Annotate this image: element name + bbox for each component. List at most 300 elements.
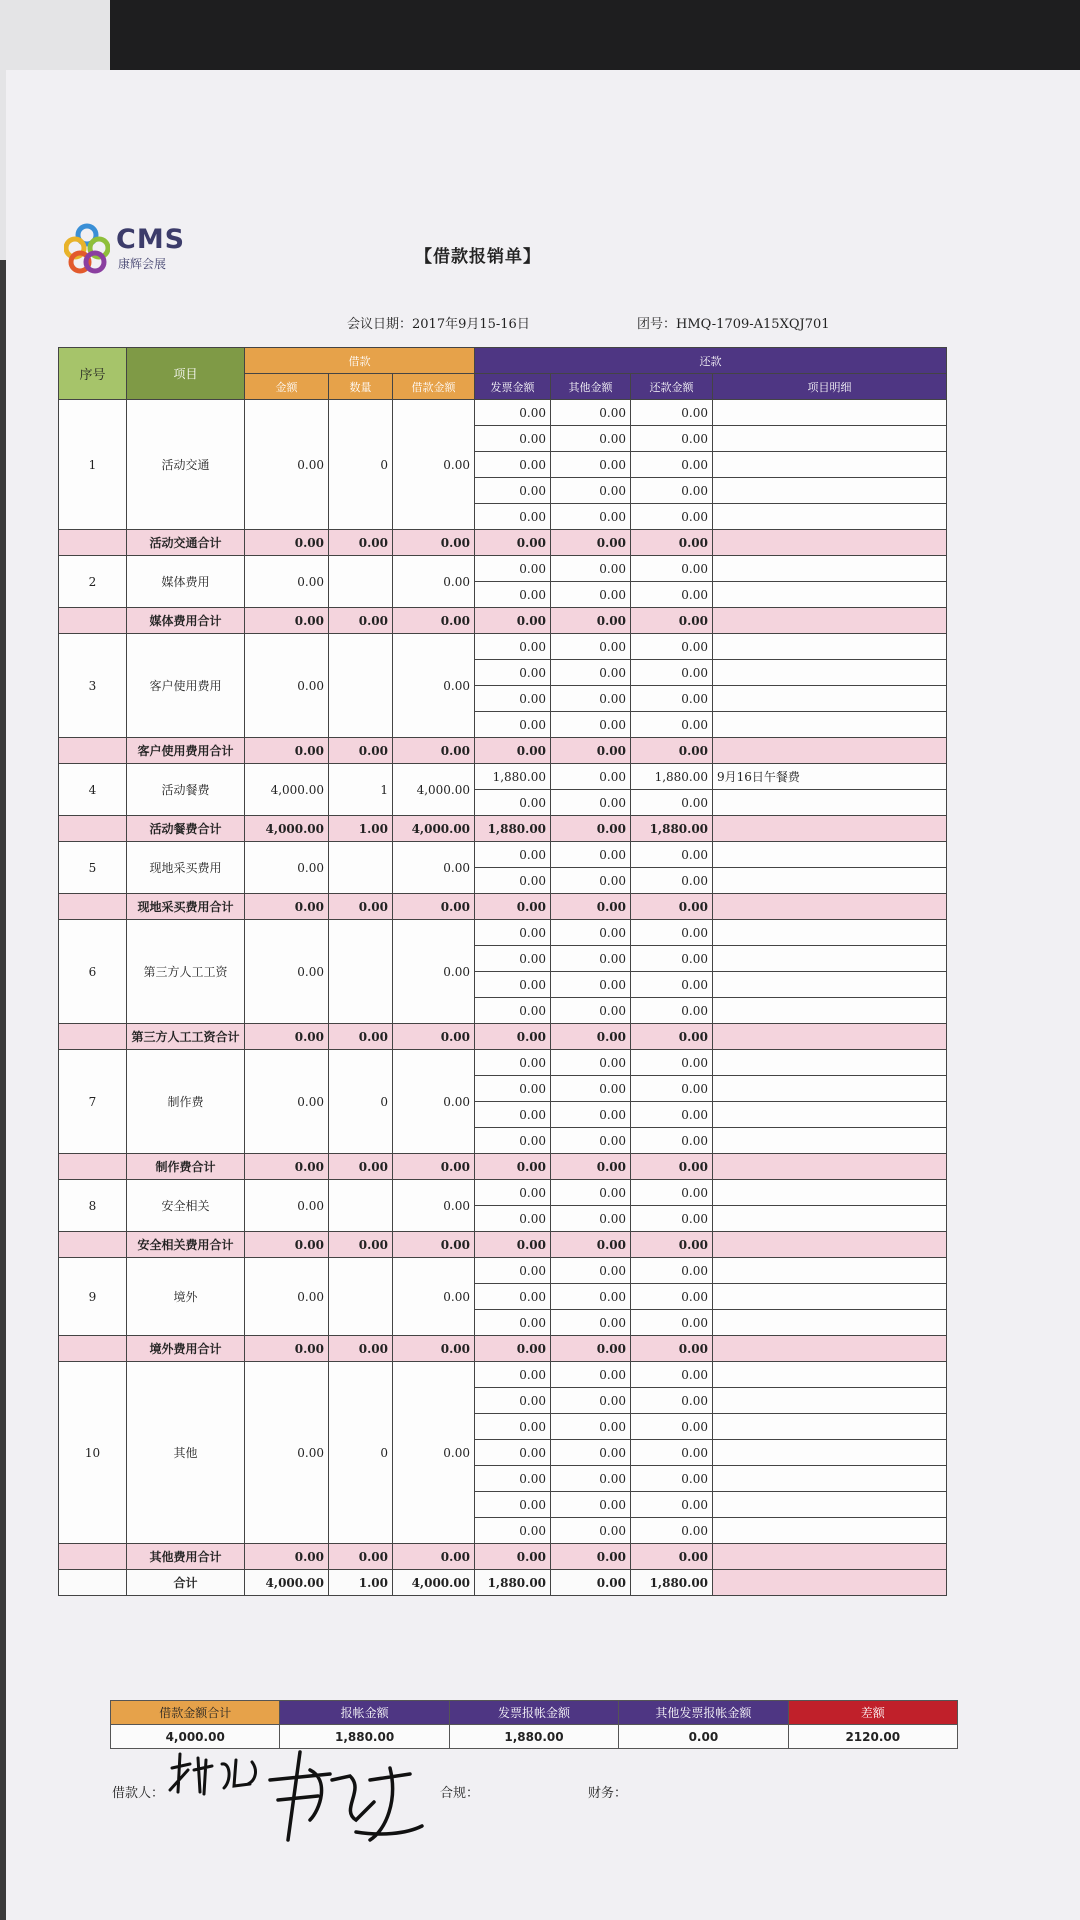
total-blank [59,1570,127,1596]
subtotal-qty: 0.00 [329,1154,393,1180]
subtotal-repay: 0.00 [631,530,713,556]
row-repay-amount: 0.00 [631,1128,713,1154]
row-amount: 0.00 [245,842,329,894]
row-item: 第三方人工工资 [127,920,245,1024]
subtotal-detail-blank [713,530,947,556]
header-amount: 金额 [245,374,329,400]
row-other-amount: 0.00 [551,1206,631,1232]
row-invoice-amount: 0.00 [475,582,551,608]
summary-other-invoice-amount: 0.00 [619,1725,788,1749]
row-detail [713,1206,947,1232]
subtotal-blank [59,1024,127,1050]
row-detail [713,504,947,530]
subtotal-repay: 0.00 [631,608,713,634]
row-qty [329,842,393,894]
row-repay-amount: 0.00 [631,972,713,998]
header-qty: 数量 [329,374,393,400]
subtotal-row [59,1024,947,1050]
subtotal-borrow: 0.00 [393,1232,475,1258]
row-detail [713,426,947,452]
subtotal-label: 安全相关费用合计 [127,1232,245,1258]
row-repay-amount: 0.00 [631,686,713,712]
row-invoice-amount: 0.00 [475,1180,551,1206]
row-qty [329,1180,393,1232]
subtotal-label: 活动餐费合计 [127,816,245,842]
row-repay-amount: 0.00 [631,712,713,738]
subtotal-label: 现地采买费用合计 [127,894,245,920]
row-invoice-amount: 0.00 [475,1466,551,1492]
row-amount: 0.00 [245,1050,329,1154]
subtotal-label: 客户使用费用合计 [127,738,245,764]
subtotal-label: 第三方人工工资合计 [127,1024,245,1050]
row-invoice-amount: 1,880.00 [475,764,551,790]
row-detail [713,712,947,738]
subtotal-detail-blank [713,894,947,920]
row-repay-amount: 0.00 [631,1076,713,1102]
row-borrow-amount: 0.00 [393,634,475,738]
subtotal-blank [59,530,127,556]
row-repay-amount: 0.00 [631,1050,713,1076]
row-detail [713,842,947,868]
subtotal-blank [59,738,127,764]
total-borrow: 4,000.00 [393,1570,475,1596]
row-repay-amount: 0.00 [631,452,713,478]
header-seq: 序号 [59,348,127,400]
row-detail [713,1362,947,1388]
row-repay-amount: 0.00 [631,504,713,530]
row-invoice-amount: 0.00 [475,686,551,712]
subtotal-amount: 0.00 [245,1024,329,1050]
row-qty [329,1258,393,1336]
subtotal-invoice: 0.00 [475,1336,551,1362]
subtotal-qty: 1.00 [329,816,393,842]
row-other-amount: 0.00 [551,426,631,452]
row-repay-amount: 0.00 [631,582,713,608]
row-invoice-amount: 0.00 [475,1310,551,1336]
row-seq: 10 [59,1362,127,1544]
row-invoice-amount: 0.00 [475,1102,551,1128]
row-invoice-amount: 0.00 [475,712,551,738]
row-detail [713,478,947,504]
header-borrow-amount: 借款金额 [393,374,475,400]
summary-report-amount: 1,880.00 [280,1725,449,1749]
table-row [59,1050,947,1076]
row-repay-amount: 1,880.00 [631,764,713,790]
row-item: 安全相关 [127,1180,245,1232]
subtotal-qty: 0.00 [329,894,393,920]
subtotal-invoice: 0.00 [475,1544,551,1570]
subtotal-invoice: 0.00 [475,894,551,920]
row-item: 其他 [127,1362,245,1544]
summary-header-row [111,1701,958,1725]
row-invoice-amount: 0.00 [475,556,551,582]
row-repay-amount: 0.00 [631,1102,713,1128]
row-other-amount: 0.00 [551,1440,631,1466]
row-other-amount: 0.00 [551,400,631,426]
row-detail [713,400,947,426]
row-repay-amount: 0.00 [631,946,713,972]
table-row [59,400,947,426]
row-repay-amount: 0.00 [631,1284,713,1310]
grand-total-row [59,1570,947,1596]
row-other-amount: 0.00 [551,634,631,660]
subtotal-amount: 0.00 [245,1154,329,1180]
row-other-amount: 0.00 [551,478,631,504]
row-other-amount: 0.00 [551,842,631,868]
row-detail [713,1466,947,1492]
row-invoice-amount: 0.00 [475,998,551,1024]
row-qty [329,920,393,1024]
subtotal-blank [59,1336,127,1362]
row-qty [329,556,393,608]
row-detail [713,1284,947,1310]
row-seq: 9 [59,1258,127,1336]
subtotal-label: 境外费用合计 [127,1336,245,1362]
subtotal-blank [59,1154,127,1180]
subtotal-invoice: 0.00 [475,608,551,634]
summary-header-other-invoice: 其他发票报帐金额 [619,1701,788,1725]
row-invoice-amount: 0.00 [475,1128,551,1154]
subtotal-other: 0.00 [551,1336,631,1362]
row-repay-amount: 0.00 [631,1466,713,1492]
row-invoice-amount: 0.00 [475,790,551,816]
row-other-amount: 0.00 [551,946,631,972]
row-detail [713,1388,947,1414]
row-seq: 8 [59,1180,127,1232]
subtotal-amount: 0.00 [245,608,329,634]
row-item: 活动交通 [127,400,245,530]
row-item: 现地采买费用 [127,842,245,894]
row-detail [713,868,947,894]
row-other-amount: 0.00 [551,920,631,946]
subtotal-repay: 0.00 [631,1232,713,1258]
subtotal-other: 0.00 [551,1232,631,1258]
row-seq: 7 [59,1050,127,1154]
row-borrow-amount: 0.00 [393,1258,475,1336]
total-other: 0.00 [551,1570,631,1596]
subtotal-amount: 4,000.00 [245,816,329,842]
row-detail [713,1128,947,1154]
summary-borrow-total: 4,000.00 [111,1725,280,1749]
subtotal-row [59,1154,947,1180]
subtotal-repay: 0.00 [631,894,713,920]
total-amount: 4,000.00 [245,1570,329,1596]
row-invoice-amount: 0.00 [475,1258,551,1284]
row-invoice-amount: 0.00 [475,478,551,504]
row-detail [713,972,947,998]
flower-logo-icon [64,222,110,278]
summary-header-difference: 差额 [788,1701,957,1725]
handwritten-signature [160,1740,440,1850]
subtotal-qty: 0.00 [329,1336,393,1362]
row-repay-amount: 0.00 [631,790,713,816]
row-detail [713,920,947,946]
total-label: 合计 [127,1570,245,1596]
subtotal-qty: 0.00 [329,608,393,634]
row-repay-amount: 0.00 [631,1518,713,1544]
row-invoice-amount: 0.00 [475,1440,551,1466]
row-qty: 0 [329,400,393,530]
subtotal-detail-blank [713,608,947,634]
row-seq: 6 [59,920,127,1024]
subtotal-borrow: 0.00 [393,1544,475,1570]
row-other-amount: 0.00 [551,998,631,1024]
subtotal-blank [59,608,127,634]
row-seq: 3 [59,634,127,738]
subtotal-other: 0.00 [551,608,631,634]
row-detail [713,1414,947,1440]
subtotal-invoice: 0.00 [475,1154,551,1180]
expense-table-container [58,347,946,1596]
row-qty: 0 [329,1050,393,1154]
row-seq: 5 [59,842,127,894]
subtotal-amount: 0.00 [245,1232,329,1258]
row-repay-amount: 0.00 [631,660,713,686]
row-seq: 4 [59,764,127,816]
subtotal-borrow: 0.00 [393,530,475,556]
subtotal-other: 0.00 [551,1024,631,1050]
subtotal-label: 媒体费用合计 [127,608,245,634]
subtotal-repay: 0.00 [631,1024,713,1050]
subtotal-label: 制作费合计 [127,1154,245,1180]
row-other-amount: 0.00 [551,504,631,530]
row-other-amount: 0.00 [551,1102,631,1128]
subtotal-invoice: 0.00 [475,738,551,764]
subtotal-row [59,608,947,634]
row-detail [713,634,947,660]
subtotal-amount: 0.00 [245,1336,329,1362]
row-borrow-amount: 0.00 [393,842,475,894]
row-invoice-amount: 0.00 [475,1518,551,1544]
row-other-amount: 0.00 [551,1284,631,1310]
row-detail [713,686,947,712]
row-invoice-amount: 0.00 [475,842,551,868]
summary-header-report: 报帐金额 [280,1701,449,1725]
table-row [59,1362,947,1388]
row-detail [713,452,947,478]
row-amount: 0.00 [245,634,329,738]
subtotal-invoice: 1,880.00 [475,816,551,842]
row-other-amount: 0.00 [551,712,631,738]
subtotal-borrow: 0.00 [393,608,475,634]
row-invoice-amount: 0.00 [475,400,551,426]
row-invoice-amount: 0.00 [475,946,551,972]
table-row [59,1258,947,1284]
row-other-amount: 0.00 [551,764,631,790]
row-detail [713,1440,947,1466]
row-other-amount: 0.00 [551,1518,631,1544]
subtotal-other: 0.00 [551,816,631,842]
subtotal-label: 活动交通合计 [127,530,245,556]
row-invoice-amount: 0.00 [475,1362,551,1388]
subtotal-repay: 0.00 [631,738,713,764]
header-invoice-amount: 发票金额 [475,374,551,400]
subtotal-borrow: 0.00 [393,1024,475,1050]
meeting-date: 会议日期：2017年9月15-16日 [347,317,530,332]
subtotal-blank [59,1544,127,1570]
subtotal-repay: 0.00 [631,1154,713,1180]
row-item: 境外 [127,1258,245,1336]
row-repay-amount: 0.00 [631,1440,713,1466]
row-other-amount: 0.00 [551,660,631,686]
subtotal-qty: 0.00 [329,530,393,556]
row-other-amount: 0.00 [551,452,631,478]
row-amount: 4,000.00 [245,764,329,816]
row-detail [713,556,947,582]
row-item: 活动餐费 [127,764,245,816]
header-detail: 项目明细 [713,374,947,400]
subtotal-invoice: 0.00 [475,1024,551,1050]
header-row-1 [59,348,947,374]
finance-label: 财务： [588,1786,628,1801]
row-item: 客户使用费用 [127,634,245,738]
subtotal-detail-blank [713,738,947,764]
subtotal-row [59,894,947,920]
summary-difference: 2120.00 [788,1725,957,1749]
subtotal-qty: 0.00 [329,1232,393,1258]
subtotal-other: 0.00 [551,530,631,556]
table-row [59,556,947,582]
row-item: 制作费 [127,1050,245,1154]
subtotal-row [59,816,947,842]
row-invoice-amount: 0.00 [475,660,551,686]
row-borrow-amount: 0.00 [393,1180,475,1232]
row-amount: 0.00 [245,1258,329,1336]
total-qty: 1.00 [329,1570,393,1596]
header-repay-amount: 还款金额 [631,374,713,400]
table-row [59,764,947,790]
row-qty: 0 [329,1362,393,1544]
row-other-amount: 0.00 [551,1310,631,1336]
row-borrow-amount: 4,000.00 [393,764,475,816]
table-row [59,1180,947,1206]
expense-table [58,347,947,1596]
row-other-amount: 0.00 [551,1362,631,1388]
row-repay-amount: 0.00 [631,868,713,894]
group-number: 团号：HMQ-1709-A15XQJ701 [637,317,830,332]
row-invoice-amount: 0.00 [475,1076,551,1102]
header-borrow: 借款 [245,348,475,374]
row-qty: 1 [329,764,393,816]
row-amount: 0.00 [245,1180,329,1232]
row-invoice-amount: 0.00 [475,634,551,660]
total-invoice: 1,880.00 [475,1570,551,1596]
total-repay: 1,880.00 [631,1570,713,1596]
row-repay-amount: 0.00 [631,1388,713,1414]
table-row [59,920,947,946]
row-invoice-amount: 0.00 [475,1050,551,1076]
row-other-amount: 0.00 [551,1388,631,1414]
subtotal-other: 0.00 [551,894,631,920]
row-detail [713,660,947,686]
row-invoice-amount: 0.00 [475,452,551,478]
row-repay-amount: 0.00 [631,842,713,868]
subtotal-row [59,530,947,556]
row-repay-amount: 0.00 [631,478,713,504]
row-repay-amount: 0.00 [631,634,713,660]
subtotal-label: 其他费用合计 [127,1544,245,1570]
row-amount: 0.00 [245,920,329,1024]
row-other-amount: 0.00 [551,1076,631,1102]
row-detail [713,1050,947,1076]
subtotal-detail-blank [713,1232,947,1258]
row-repay-amount: 0.00 [631,400,713,426]
subtotal-other: 0.00 [551,1154,631,1180]
subtotal-row [59,1232,947,1258]
row-repay-amount: 0.00 [631,1414,713,1440]
subtotal-repay: 1,880.00 [631,816,713,842]
row-borrow-amount: 0.00 [393,400,475,530]
row-invoice-amount: 0.00 [475,1284,551,1310]
row-invoice-amount: 0.00 [475,426,551,452]
row-other-amount: 0.00 [551,1414,631,1440]
row-borrow-amount: 0.00 [393,1362,475,1544]
header-item: 项目 [127,348,245,400]
subtotal-amount: 0.00 [245,1544,329,1570]
row-invoice-amount: 0.00 [475,972,551,998]
row-repay-amount: 0.00 [631,1206,713,1232]
row-seq: 2 [59,556,127,608]
row-other-amount: 0.00 [551,1180,631,1206]
row-repay-amount: 0.00 [631,998,713,1024]
row-invoice-amount: 0.00 [475,1414,551,1440]
row-invoice-amount: 0.00 [475,1492,551,1518]
subtotal-repay: 0.00 [631,1336,713,1362]
row-qty [329,634,393,738]
summary-header-invoice-report: 发票报帐金额 [449,1701,618,1725]
row-invoice-amount: 0.00 [475,1206,551,1232]
borrower-label: 借款人： [112,1786,165,1801]
row-repay-amount: 0.00 [631,426,713,452]
row-repay-amount: 0.00 [631,1258,713,1284]
table-row [59,842,947,868]
row-other-amount: 0.00 [551,1050,631,1076]
row-item: 媒体费用 [127,556,245,608]
row-other-amount: 0.00 [551,686,631,712]
row-seq: 1 [59,400,127,530]
row-detail [713,1492,947,1518]
subtotal-detail-blank [713,1154,947,1180]
subtotal-borrow: 0.00 [393,1336,475,1362]
row-detail [713,1076,947,1102]
subtotal-detail-blank [713,816,947,842]
row-borrow-amount: 0.00 [393,1050,475,1154]
subtotal-borrow: 0.00 [393,738,475,764]
row-borrow-amount: 0.00 [393,556,475,608]
row-detail [713,1180,947,1206]
subtotal-qty: 0.00 [329,1544,393,1570]
row-repay-amount: 0.00 [631,1310,713,1336]
row-invoice-amount: 0.00 [475,920,551,946]
row-detail [713,1258,947,1284]
row-amount: 0.00 [245,556,329,608]
row-detail [713,790,947,816]
logo-text: CMS [116,224,186,255]
subtotal-borrow: 0.00 [393,1154,475,1180]
row-other-amount: 0.00 [551,868,631,894]
subtotal-blank [59,894,127,920]
subtotal-blank [59,816,127,842]
summary-header-borrow-total: 借款金额合计 [111,1701,280,1725]
subtotal-borrow: 4,000.00 [393,816,475,842]
subtotal-amount: 0.00 [245,530,329,556]
document-title: 【借款报销单】 [415,247,541,267]
row-repay-amount: 0.00 [631,1180,713,1206]
row-detail [713,1518,947,1544]
subtotal-row [59,1544,947,1570]
row-detail: 9月16日午餐费 [713,764,947,790]
subtotal-qty: 0.00 [329,1024,393,1050]
